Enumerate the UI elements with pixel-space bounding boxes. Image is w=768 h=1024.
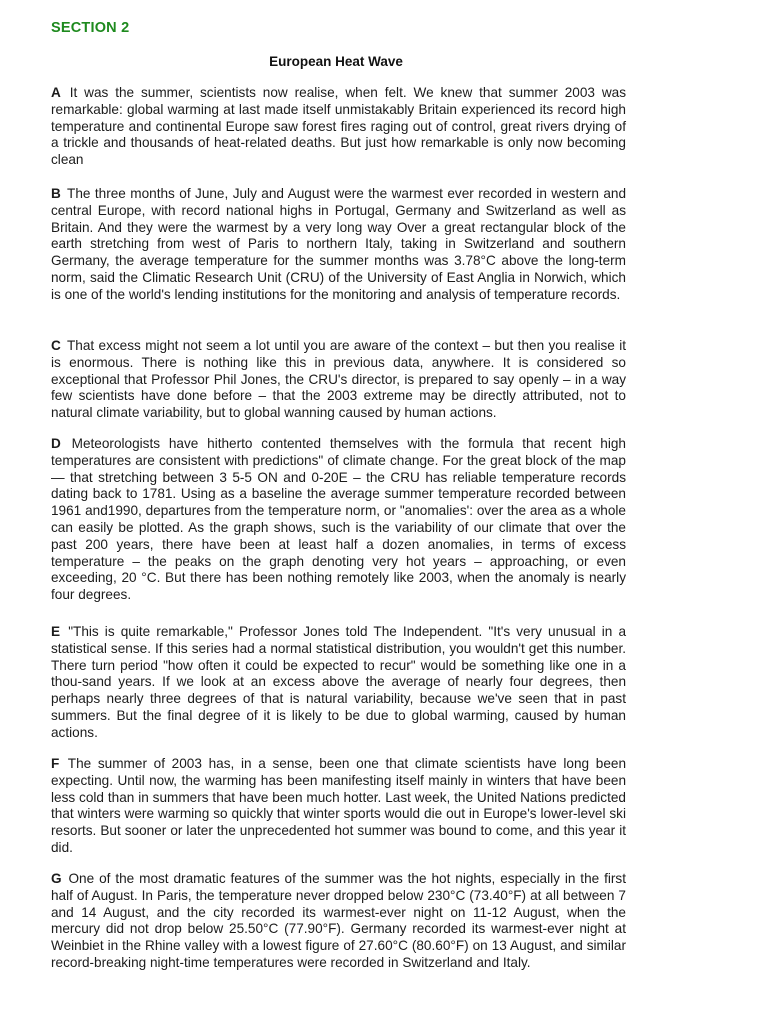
paragraph-text: One of the most dramatic features of the summer was the hot nights, especially in the first half of August. In Paris, the temperature never dropped below 230°C (73.40°F) at all between 7 and 14 August, and the city recorded its warmest-ever night on 11-12 August, when the mercury did not drop below 25.50°C (77.90°F). Germany recorded its warmest-ever night at Weinbiet in the Rhine valley with a lowest figure of 27.60°C (80.60°F) on 13 August, and similar record-breaking night-time temperatures were recorded in Switzerland and Italy. [51, 871, 626, 970]
paragraph-b [51, 186, 626, 304]
paragraph-letter: E [51, 624, 61, 639]
paragraph-letter: F [51, 756, 60, 771]
paragraph-letter: A [51, 85, 61, 100]
paragraph-text: "This is quite remarkable," Professor Jones told The Independent. "It's very unusual in a statistical sense. If this series had a normal statistical distribution, you wouldn't get this number. There turn period "how often it could be expected to recur" would be something like one in a thou-sand years. If we look at an excess above the average of nearly four degrees, then perhaps nearly three degrees of that is natural variability, because we've seen that in past summers. But the final degree of it is likely to be due to global warming, caused by human actions. [51, 624, 627, 740]
document-title: European Heat Wave [269, 54, 403, 69]
paragraph-text: The summer of 2003 has, in a sense, been one that climate scientists have long been expecting. Until now, the warming has been manifesting itself mainly in winters that have been less cold than in summers that have been much hotter. Last week, the United Nations predicted that winters were warming so quickly that winter sports would die out in Europe's lower-level ski resorts. But sooner or later the unprecedented hot summer was bound to come, and this year it did. [51, 756, 627, 855]
paragraph-d [51, 436, 626, 604]
paragraph-text: That excess might not seem a lot until you are aware of the context – but then you realise it is enormous. There is nothing like this in previous data, anywhere. It is considered so exceptional that Professor Phil Jones, the CRU's director, is prepared to say openly – in a way few scientists have done before – that the 2003 extreme may be directly attributed, not to natural climate variability, but to global wanning caused by human actions. [51, 338, 627, 421]
paragraph-letter: C [51, 338, 61, 353]
paragraph-text: It was the summer, scientists now realise, when felt. We knew that summer 2003 was remarkable: global warming at last made itself unmistakably Britain experienced its record high temperature and continental Europe saw forest fires raging out of control, great rivers drying of a trickle and thousands of heat-related deaths. But just how remarkable is only now becoming clean [51, 85, 626, 168]
section-label: SECTION 2 [51, 20, 130, 36]
paragraph-letter: G [51, 871, 62, 886]
paragraph-e [51, 624, 626, 742]
paragraph-c [51, 338, 626, 422]
paragraph-letter: B [51, 186, 61, 201]
paragraph-f [51, 756, 626, 857]
paragraph-text: Meteorologists have hitherto contented themselves with the formula that recent high temperatures are consistent with predictions" of climate change. For the great block of the map — that stretching between 3 5-5 ON and 0-20E – the CRU has reliable temperature records dating back to 1781. Using as a baseline the average summer temperature recorded between 1961 and1990, departures from the temperature norm, or "anomalies': over the area as a whole can easily be plotted. As the graph shows, such is the variability of our climate that over the past 200 years, there have been at least half a dozen anomalies, in terms of excess temperature – the peaks on the graph denoting very hot years – approaching, or even exceeding, 20 °C. But there has been nothing remotely like 2003, when the anomaly is nearly four degrees. [51, 436, 626, 603]
paragraph-text: The three months of June, July and August were the warmest ever recorded in western and central Europe, with record national highs in Portugal, Germany and Switzerland as well as Britain. And they were the warmest by a very long way Over a great rectangular block of the earth stretching from west of Paris to northern Italy, taking in Switzerland and southern Germany, the average temperature for the summer months was 3.78°C above the long-term norm, said the Climatic Research Unit (CRU) of the University of East Anglia in Norwich, which is one of the world's lending institutions for the monitoring and analysis of temperature records. [51, 186, 627, 302]
paragraph-g [51, 871, 626, 972]
paragraph-a [51, 85, 626, 169]
paragraph-letter: D [51, 436, 61, 451]
